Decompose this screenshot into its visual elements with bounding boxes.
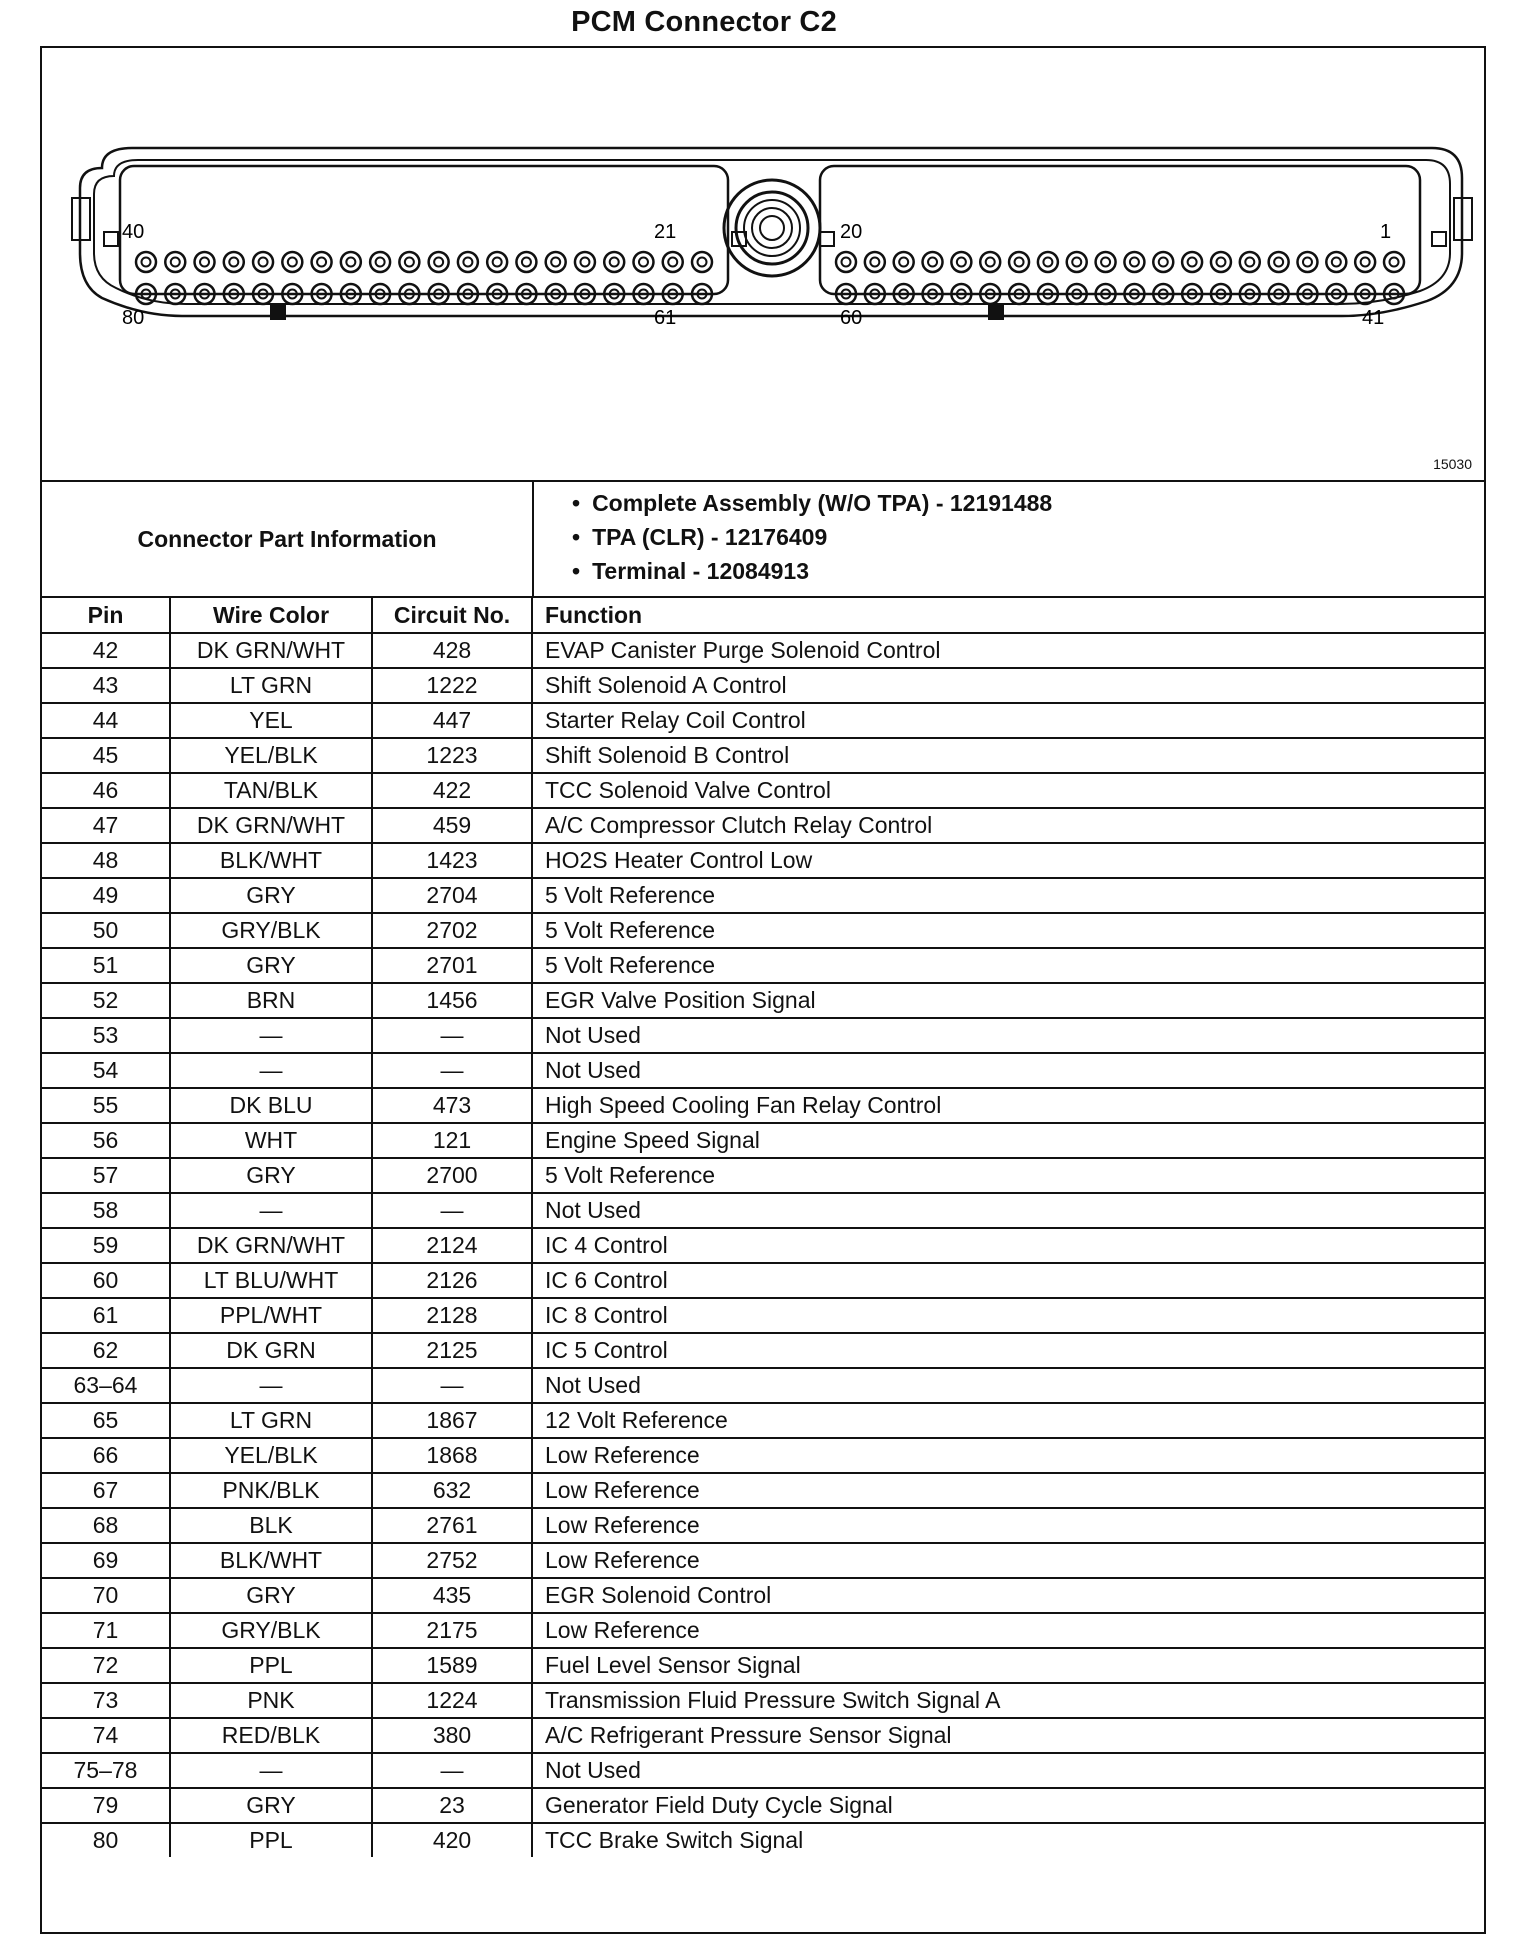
cell-wire-color: GRY <box>170 948 372 983</box>
cell-function: EVAP Canister Purge Solenoid Control <box>532 633 1484 668</box>
cell-pin: 68 <box>42 1508 170 1543</box>
cell-wire-color: PNK <box>170 1683 372 1718</box>
table-row <box>42 843 1484 878</box>
pin-terminal <box>639 258 648 267</box>
pin-hole <box>1124 252 1144 272</box>
cell-circuit-no: 2761 <box>372 1508 532 1543</box>
pin-terminal <box>1159 258 1168 267</box>
table-row <box>42 1053 1484 1088</box>
cell-pin: 80 <box>42 1823 170 1857</box>
cell-pin: 50 <box>42 913 170 948</box>
cell-pin: 79 <box>42 1788 170 1823</box>
pin-hole <box>546 252 566 272</box>
header-pin: Pin <box>42 597 170 633</box>
cell-function: EGR Solenoid Control <box>532 1578 1484 1613</box>
pin-hole <box>136 252 156 272</box>
cell-circuit-no: 2701 <box>372 948 532 983</box>
pin-label-21: 21 <box>654 221 677 243</box>
cell-pin: 73 <box>42 1683 170 1718</box>
cell-wire-color: DK GRN/WHT <box>170 633 372 668</box>
center-bolt-ring <box>736 192 808 264</box>
cell-function: Not Used <box>532 1018 1484 1053</box>
cell-function: Starter Relay Coil Control <box>532 703 1484 738</box>
pin-terminal <box>171 258 180 267</box>
pin-hole <box>341 252 361 272</box>
cell-function: Not Used <box>532 1193 1484 1228</box>
pin-terminal <box>986 258 995 267</box>
cell-circuit-no: — <box>372 1018 532 1053</box>
table-body <box>42 633 1484 1857</box>
pin-terminal <box>288 258 297 267</box>
pin-terminal <box>1188 258 1197 267</box>
cell-pin: 75–78 <box>42 1753 170 1788</box>
cell-circuit-no: 2752 <box>372 1543 532 1578</box>
cell-wire-color: — <box>170 1193 372 1228</box>
cell-circuit-no: 2700 <box>372 1158 532 1193</box>
right-pin-block <box>820 166 1420 294</box>
cell-wire-color: DK GRN <box>170 1333 372 1368</box>
pin-terminal <box>1361 258 1370 267</box>
cell-wire-color: BLK/WHT <box>170 1543 372 1578</box>
cell-pin: 47 <box>42 808 170 843</box>
cell-circuit-no: — <box>372 1368 532 1403</box>
table-row <box>42 1158 1484 1193</box>
cell-pin: 56 <box>42 1123 170 1158</box>
cell-wire-color: LT GRN <box>170 668 372 703</box>
cell-circuit-no: 1423 <box>372 843 532 878</box>
left-key <box>270 304 286 320</box>
pin-hole <box>1384 252 1404 272</box>
cell-wire-color: DK GRN/WHT <box>170 1228 372 1263</box>
part-info-list <box>572 486 1052 588</box>
part-info-item: • TPA (CLR) - 12176409 <box>572 520 1052 554</box>
cell-circuit-no: 23 <box>372 1788 532 1823</box>
cell-wire-color: — <box>170 1018 372 1053</box>
part-info-item: • Terminal - 12084913 <box>572 554 1052 588</box>
table-row <box>42 1298 1484 1333</box>
table-row <box>42 1473 1484 1508</box>
cell-pin: 53 <box>42 1018 170 1053</box>
cell-wire-color: BLK/WHT <box>170 843 372 878</box>
cell-circuit-no: 2175 <box>372 1613 532 1648</box>
cell-wire-color: WHT <box>170 1123 372 1158</box>
figure-id: 15030 <box>1433 456 1472 472</box>
cell-pin: 42 <box>42 633 170 668</box>
cell-pin: 63–64 <box>42 1368 170 1403</box>
cell-circuit-no: 459 <box>372 808 532 843</box>
pin-terminal <box>1015 258 1024 267</box>
cell-wire-color: PPL/WHT <box>170 1298 372 1333</box>
cell-wire-color: PPL <box>170 1648 372 1683</box>
table-row <box>42 1438 1484 1473</box>
cell-circuit-no: 447 <box>372 703 532 738</box>
cell-pin: 46 <box>42 773 170 808</box>
cell-circuit-no: 121 <box>372 1123 532 1158</box>
cell-function: A/C Compressor Clutch Relay Control <box>532 808 1484 843</box>
table-row <box>42 808 1484 843</box>
cell-function: 5 Volt Reference <box>532 913 1484 948</box>
pin-terminal <box>1101 258 1110 267</box>
table-row <box>42 1403 1484 1438</box>
pin-hole <box>1153 252 1173 272</box>
pin-hole <box>1240 252 1260 272</box>
cell-function: Not Used <box>532 1368 1484 1403</box>
header-function: Function <box>532 597 1484 633</box>
connector-shroud-inner <box>94 160 1450 304</box>
pin-label-40: 40 <box>122 221 145 243</box>
pin-label-61: 61 <box>654 307 677 329</box>
table-row <box>42 1578 1484 1613</box>
cell-wire-color: GRY <box>170 1578 372 1613</box>
pin-hole <box>370 252 390 272</box>
cell-wire-color: GRY <box>170 1788 372 1823</box>
pin-hole <box>951 252 971 272</box>
pin-terminal <box>229 258 238 267</box>
cell-function: Shift Solenoid B Control <box>532 738 1484 773</box>
pin-hole <box>894 252 914 272</box>
pin-hole <box>1096 252 1116 272</box>
cell-wire-color: YEL <box>170 703 372 738</box>
cell-pin: 43 <box>42 668 170 703</box>
pin-terminal <box>1303 258 1312 267</box>
pin-terminal <box>842 258 851 267</box>
table-header-row <box>42 597 1484 633</box>
cell-wire-color: LT GRN <box>170 1403 372 1438</box>
cell-wire-color: RED/BLK <box>170 1718 372 1753</box>
cell-wire-color: BRN <box>170 983 372 1018</box>
pin-terminal <box>493 258 502 267</box>
pin-terminal <box>610 258 619 267</box>
cell-function: 5 Volt Reference <box>532 948 1484 983</box>
cell-function: 12 Volt Reference <box>532 1403 1484 1438</box>
cell-pin: 60 <box>42 1263 170 1298</box>
pin-terminal <box>376 258 385 267</box>
cell-pin: 57 <box>42 1158 170 1193</box>
cell-function: IC 5 Control <box>532 1333 1484 1368</box>
cell-function: IC 4 Control <box>532 1228 1484 1263</box>
cell-pin: 52 <box>42 983 170 1018</box>
pin-hole <box>1297 252 1317 272</box>
pin-terminal <box>928 258 937 267</box>
table-row <box>42 1368 1484 1403</box>
pin-terminal <box>1072 258 1081 267</box>
cell-function: TCC Solenoid Valve Control <box>532 773 1484 808</box>
cell-function: 5 Volt Reference <box>532 1158 1484 1193</box>
pin-hole <box>195 252 215 272</box>
pin-hole <box>633 252 653 272</box>
pin-terminal <box>434 258 443 267</box>
cell-pin: 70 <box>42 1578 170 1613</box>
cell-pin: 51 <box>42 948 170 983</box>
pin-terminal <box>1332 258 1341 267</box>
table-row <box>42 738 1484 773</box>
cell-circuit-no: 422 <box>372 773 532 808</box>
cell-pin: 59 <box>42 1228 170 1263</box>
cell-function: Not Used <box>532 1053 1484 1088</box>
pin-hole <box>1067 252 1087 272</box>
cell-function: Low Reference <box>532 1438 1484 1473</box>
cell-circuit-no: 1868 <box>372 1438 532 1473</box>
pin-hole <box>980 252 1000 272</box>
pin-terminal <box>957 258 966 267</box>
connector-shroud-outer <box>80 148 1462 316</box>
left-pin-block <box>120 166 728 294</box>
cell-pin: 61 <box>42 1298 170 1333</box>
pin-hole <box>692 252 712 272</box>
cell-wire-color: BLK <box>170 1508 372 1543</box>
table-row <box>42 1543 1484 1578</box>
cell-pin: 72 <box>42 1648 170 1683</box>
pin-label-80: 80 <box>122 307 145 329</box>
cell-function: EGR Valve Position Signal <box>532 983 1484 1018</box>
cell-circuit-no: 473 <box>372 1088 532 1123</box>
pin-terminal <box>1130 258 1139 267</box>
pin-hole <box>224 252 244 272</box>
table-row <box>42 1788 1484 1823</box>
cell-wire-color: — <box>170 1053 372 1088</box>
cell-function: Low Reference <box>532 1543 1484 1578</box>
pin-terminal <box>899 258 908 267</box>
pin-hole <box>516 252 536 272</box>
pin-label-60: 60 <box>840 307 863 329</box>
cell-circuit-no: 2704 <box>372 878 532 913</box>
cell-circuit-no: 2126 <box>372 1263 532 1298</box>
cell-function: High Speed Cooling Fan Relay Control <box>532 1088 1484 1123</box>
table-row <box>42 1088 1484 1123</box>
cell-pin: 71 <box>42 1613 170 1648</box>
right-latch-left <box>820 232 834 246</box>
pin-label-1: 1 <box>1380 221 1392 243</box>
pin-terminal <box>200 258 209 267</box>
pin-hole <box>282 252 302 272</box>
cell-function: IC 6 Control <box>532 1263 1484 1298</box>
cell-circuit-no: 2128 <box>372 1298 532 1333</box>
table-row <box>42 1613 1484 1648</box>
header-wire-color: Wire Color <box>170 597 372 633</box>
pin-label-20: 20 <box>840 221 863 243</box>
cell-function: HO2S Heater Control Low <box>532 843 1484 878</box>
cell-function: TCC Brake Switch Signal <box>532 1823 1484 1857</box>
table-row <box>42 1193 1484 1228</box>
cell-function: Transmission Fluid Pressure Switch Signal A <box>532 1683 1484 1718</box>
cell-wire-color: TAN/BLK <box>170 773 372 808</box>
cell-function: Generator Field Duty Cycle Signal <box>532 1788 1484 1823</box>
pin-terminal <box>698 258 707 267</box>
cell-circuit-no: 428 <box>372 633 532 668</box>
cell-wire-color: — <box>170 1368 372 1403</box>
cell-circuit-no: 420 <box>372 1823 532 1857</box>
pin-hole <box>1269 252 1289 272</box>
part-info-item: • Complete Assembly (W/O TPA) - 12191488 <box>572 486 1052 520</box>
cell-circuit-no: — <box>372 1053 532 1088</box>
cell-pin: 49 <box>42 878 170 913</box>
table-row <box>42 1823 1484 1857</box>
center-bolt-ring-3 <box>752 208 792 248</box>
table-row <box>42 1263 1484 1298</box>
cell-circuit-no: 2702 <box>372 913 532 948</box>
cell-pin: 62 <box>42 1333 170 1368</box>
cell-function: Low Reference <box>532 1613 1484 1648</box>
cell-function: IC 8 Control <box>532 1298 1484 1333</box>
table-row <box>42 668 1484 703</box>
pin-terminal <box>346 258 355 267</box>
pin-terminal <box>405 258 414 267</box>
cell-wire-color: GRY <box>170 878 372 913</box>
pin-hole <box>575 252 595 272</box>
cell-circuit-no: 1222 <box>372 668 532 703</box>
pin-terminal <box>1043 258 1052 267</box>
pin-hole <box>165 252 185 272</box>
pin-hole <box>253 252 273 272</box>
cell-wire-color: YEL/BLK <box>170 1438 372 1473</box>
pin-hole <box>487 252 507 272</box>
pin-hole <box>836 252 856 272</box>
cell-wire-color: — <box>170 1753 372 1788</box>
cell-circuit-no: 1589 <box>372 1648 532 1683</box>
part-info-label: Connector Part Information <box>42 482 534 596</box>
table-row <box>42 1648 1484 1683</box>
table-row <box>42 913 1484 948</box>
pin-terminal <box>463 258 472 267</box>
cell-function: Low Reference <box>532 1473 1484 1508</box>
cell-wire-color: GRY <box>170 1158 372 1193</box>
center-bolt-core <box>760 216 784 240</box>
pin-hole <box>604 252 624 272</box>
table-row <box>42 1508 1484 1543</box>
table-row <box>42 633 1484 668</box>
cell-circuit-no: 435 <box>372 1578 532 1613</box>
cell-pin: 67 <box>42 1473 170 1508</box>
cell-circuit-no: 380 <box>372 1718 532 1753</box>
pin-terminal <box>580 258 589 267</box>
pin-hole <box>923 252 943 272</box>
cell-circuit-no: — <box>372 1193 532 1228</box>
page-title: PCM Connector C2 <box>571 6 837 38</box>
pin-terminal <box>1216 258 1225 267</box>
pin-hole <box>399 252 419 272</box>
table-row <box>42 1753 1484 1788</box>
pin-hole <box>458 252 478 272</box>
cell-function: Fuel Level Sensor Signal <box>532 1648 1484 1683</box>
table-row <box>42 948 1484 983</box>
pin-terminal <box>259 258 268 267</box>
cell-wire-color: DK GRN/WHT <box>170 808 372 843</box>
cell-wire-color: LT BLU/WHT <box>170 1263 372 1298</box>
pin-hole <box>1009 252 1029 272</box>
pin-terminal <box>1390 258 1399 267</box>
pin-terminal <box>522 258 531 267</box>
cell-circuit-no: 1867 <box>372 1403 532 1438</box>
cell-wire-color: GRY/BLK <box>170 1613 372 1648</box>
table-row <box>42 983 1484 1018</box>
cell-function: Not Used <box>532 1753 1484 1788</box>
cell-circuit-no: 1224 <box>372 1683 532 1718</box>
cell-pin: 44 <box>42 703 170 738</box>
cell-circuit-no: 2125 <box>372 1333 532 1368</box>
connector-sheet <box>40 46 1486 1934</box>
cell-wire-color: GRY/BLK <box>170 913 372 948</box>
cell-pin: 66 <box>42 1438 170 1473</box>
connector-diagram <box>42 48 1484 482</box>
cell-function: 5 Volt Reference <box>532 878 1484 913</box>
cell-wire-color: DK BLU <box>170 1088 372 1123</box>
cell-pin: 74 <box>42 1718 170 1753</box>
pinout-table <box>42 596 1484 1857</box>
cell-wire-color: YEL/BLK <box>170 738 372 773</box>
cell-pin: 48 <box>42 843 170 878</box>
pin-hole <box>1326 252 1346 272</box>
cell-wire-color: PPL <box>170 1823 372 1857</box>
cell-pin: 54 <box>42 1053 170 1088</box>
cell-wire-color: PNK/BLK <box>170 1473 372 1508</box>
cell-pin: 58 <box>42 1193 170 1228</box>
pin-hole <box>1182 252 1202 272</box>
cell-pin: 69 <box>42 1543 170 1578</box>
cell-function: A/C Refrigerant Pressure Sensor Signal <box>532 1718 1484 1753</box>
pin-grid <box>136 252 1404 304</box>
cell-pin: 45 <box>42 738 170 773</box>
table-row <box>42 878 1484 913</box>
cell-circuit-no: 632 <box>372 1473 532 1508</box>
pin-hole <box>1038 252 1058 272</box>
pin-hole <box>1355 252 1375 272</box>
cell-function: Engine Speed Signal <box>532 1123 1484 1158</box>
table-row <box>42 1683 1484 1718</box>
cell-function: Shift Solenoid A Control <box>532 668 1484 703</box>
cell-circuit-no: — <box>372 1753 532 1788</box>
pin-terminal <box>1245 258 1254 267</box>
table-row <box>42 1123 1484 1158</box>
right-key <box>988 304 1004 320</box>
pin-label-41: 41 <box>1362 307 1385 329</box>
connector-face-drawing <box>42 48 1484 480</box>
cell-pin: 65 <box>42 1403 170 1438</box>
pin-terminal <box>668 258 677 267</box>
pin-terminal <box>142 258 151 267</box>
center-bolt-outer <box>724 180 820 276</box>
pin-hole <box>312 252 332 272</box>
table-row <box>42 773 1484 808</box>
pin-hole <box>1211 252 1231 272</box>
pin-hole <box>429 252 449 272</box>
header-circuit-no: Circuit No. <box>372 597 532 633</box>
cell-circuit-no: 1223 <box>372 738 532 773</box>
connector-part-information <box>42 482 1484 598</box>
pin-terminal <box>317 258 326 267</box>
right-latch-right <box>1432 232 1446 246</box>
table-row <box>42 1228 1484 1263</box>
cell-circuit-no: 2124 <box>372 1228 532 1263</box>
table-row <box>42 1333 1484 1368</box>
left-latch-left <box>104 232 118 246</box>
cell-pin: 55 <box>42 1088 170 1123</box>
pin-terminal <box>1274 258 1283 267</box>
table-row <box>42 703 1484 738</box>
pin-hole <box>663 252 683 272</box>
pin-terminal <box>870 258 879 267</box>
table-row <box>42 1718 1484 1753</box>
pin-hole <box>865 252 885 272</box>
pin-terminal <box>551 258 560 267</box>
table-row <box>42 1018 1484 1053</box>
cell-function: Low Reference <box>532 1508 1484 1543</box>
cell-circuit-no: 1456 <box>372 983 532 1018</box>
